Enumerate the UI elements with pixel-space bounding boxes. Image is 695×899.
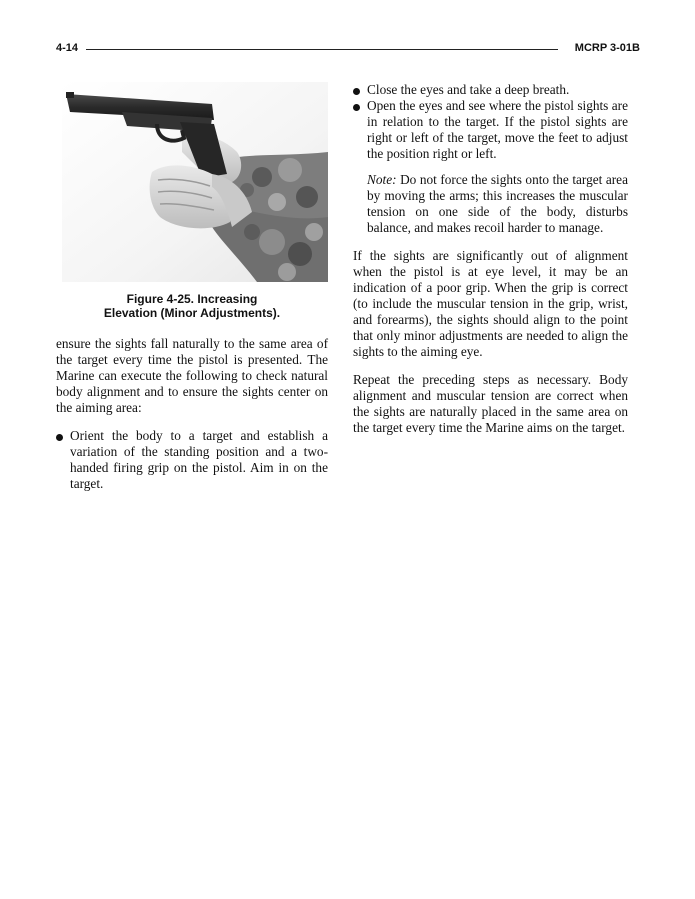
header-rule	[86, 49, 558, 50]
pistol-grip-photo	[62, 82, 328, 282]
list-item	[56, 428, 328, 492]
bullet-icon	[353, 88, 360, 95]
note-text: Do not force the sights onto the target area by moving the arms; this increases the muscular tension on one side of the body, disturbs balance, and makes recoil harder to manage.	[367, 172, 628, 235]
bullet-text: Close the eyes and take a deep breath.	[367, 82, 570, 97]
right-bullet-list	[353, 82, 628, 162]
caption-line-1: Figure 4-25. Increasing	[126, 292, 258, 306]
bullet-icon	[353, 104, 360, 111]
right-paragraph-2: Repeat the preceding steps as necessary. Body alignment and muscular tension are correct when the sights are naturally placed in the same area on the target every time the Marine aims on the target.	[353, 372, 628, 435]
bullet-text: Open the eyes and see where the pistol sights are in relation to the target. If the pistol sights are right or left of the target, move the feet to adjust the position right or left.	[367, 98, 628, 161]
publication-id: MCRP 3-01B	[574, 42, 640, 54]
page-number: 4-14	[56, 42, 79, 54]
list-item	[353, 82, 628, 98]
page-header	[56, 42, 640, 58]
right-column	[353, 82, 628, 436]
left-paragraph: ensure the sights fall naturally to the same area of the target every time the pistol is presented. The Marine can execute the following to check natural body alignment and to ensure the sights center on the aiming area:	[56, 336, 328, 415]
list-item	[353, 98, 628, 162]
right-paragraph-1: If the sights are significantly out of alignment when the pistol is at eye level, it may be an indication of a poor grip. When the grip is correct (to include the muscular tension in the grip, wrist, and forearms), the sights should align to the point that only minor adjustments are needed to align the sights to the aiming eye.	[353, 248, 628, 359]
bullet-icon	[56, 434, 63, 441]
left-bullet-list	[56, 428, 328, 492]
figure-caption	[56, 292, 328, 320]
note-block	[367, 172, 628, 236]
bullet-text: Orient the body to a target and establish a variation of the standing position and a two-handed firing grip on the pistol. Aim in on the target.	[70, 428, 328, 491]
left-body	[56, 336, 328, 492]
note-label: Note:	[367, 172, 397, 187]
caption-line-2: Elevation (Minor Adjustments).	[103, 306, 281, 320]
